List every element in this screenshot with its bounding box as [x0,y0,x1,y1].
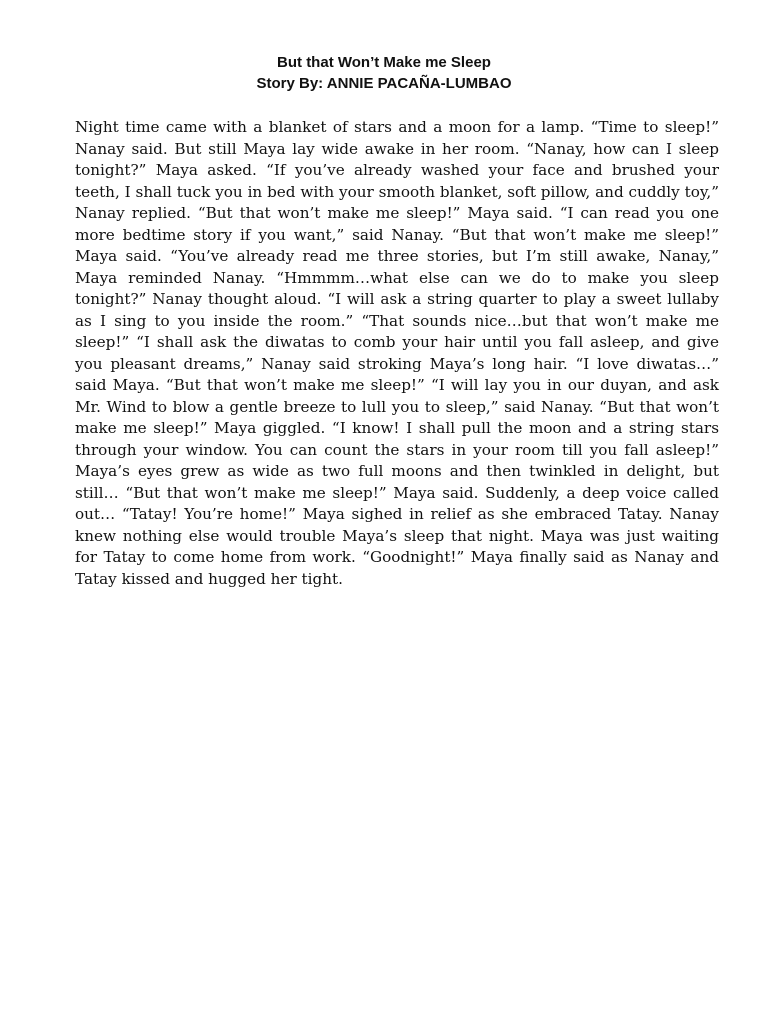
story-body: Night time came with a blanket of stars and a moon for a lamp. “Time to sleep!” Nanay said. But still Maya lay wide awake in her room. “Nanay, how can I sleep tonight?” Maya asked. “If you’ve already washed your face and brushed your teeth, I shall tuck you in bed with your smooth blanket, soft pillow, and cuddly toy,” Nanay replied. “But that won’t make me sleep!” Maya said. “I can read you one more bedtime story if you want,” said Nanay. “But that won’t make me sleep!” Maya said. “You’ve already read me three stories, but I’m still awake, Nanay,” Maya reminded Nanay. “Hmmmm…what else can we do to make you sleep tonight?” Nanay thought aloud. “I will ask a string quarter to play a sweet lullaby as I sing to you inside the room.” “That sounds nice…but that won’t make me sleep!” “I shall ask the diwatas to comb your hair until you fall asleep, and give you pleasant dreams,” Nanay said stroking Maya’s long hair. “I love diwatas…” said Maya. “But that won’t make me sleep!” “I will lay you in our duyan, and ask Mr. Wind to blow a gentle breeze to lull you to sleep,” said Nanay. “But that won’t make me sleep!” Maya giggled. “I know! I shall pull the moon and a string stars through your window. You can count the stars in your room till you fall asleep!” Maya’s eyes grew as wide as two full moons and then twinkled in delight, but still… “But that won’t make me sleep!” Maya said. Suddenly, a deep voice called out… “Tatay! You’re home!” Maya sighed in relief as she embraced Tatay. Nanay knew nothing else would trouble Maya’s sleep that night. Maya was just waiting for Tatay to come home from work. “Goodnight!” Maya finally said as Nanay and Tatay kissed and hugged her tight. [75,118,719,588]
story-title: But that Won’t Make me Sleep [277,54,491,71]
title-block [0,52,768,94]
story-byline: Story By: ANNIE PACAÑA-LUMBAO [256,75,512,92]
